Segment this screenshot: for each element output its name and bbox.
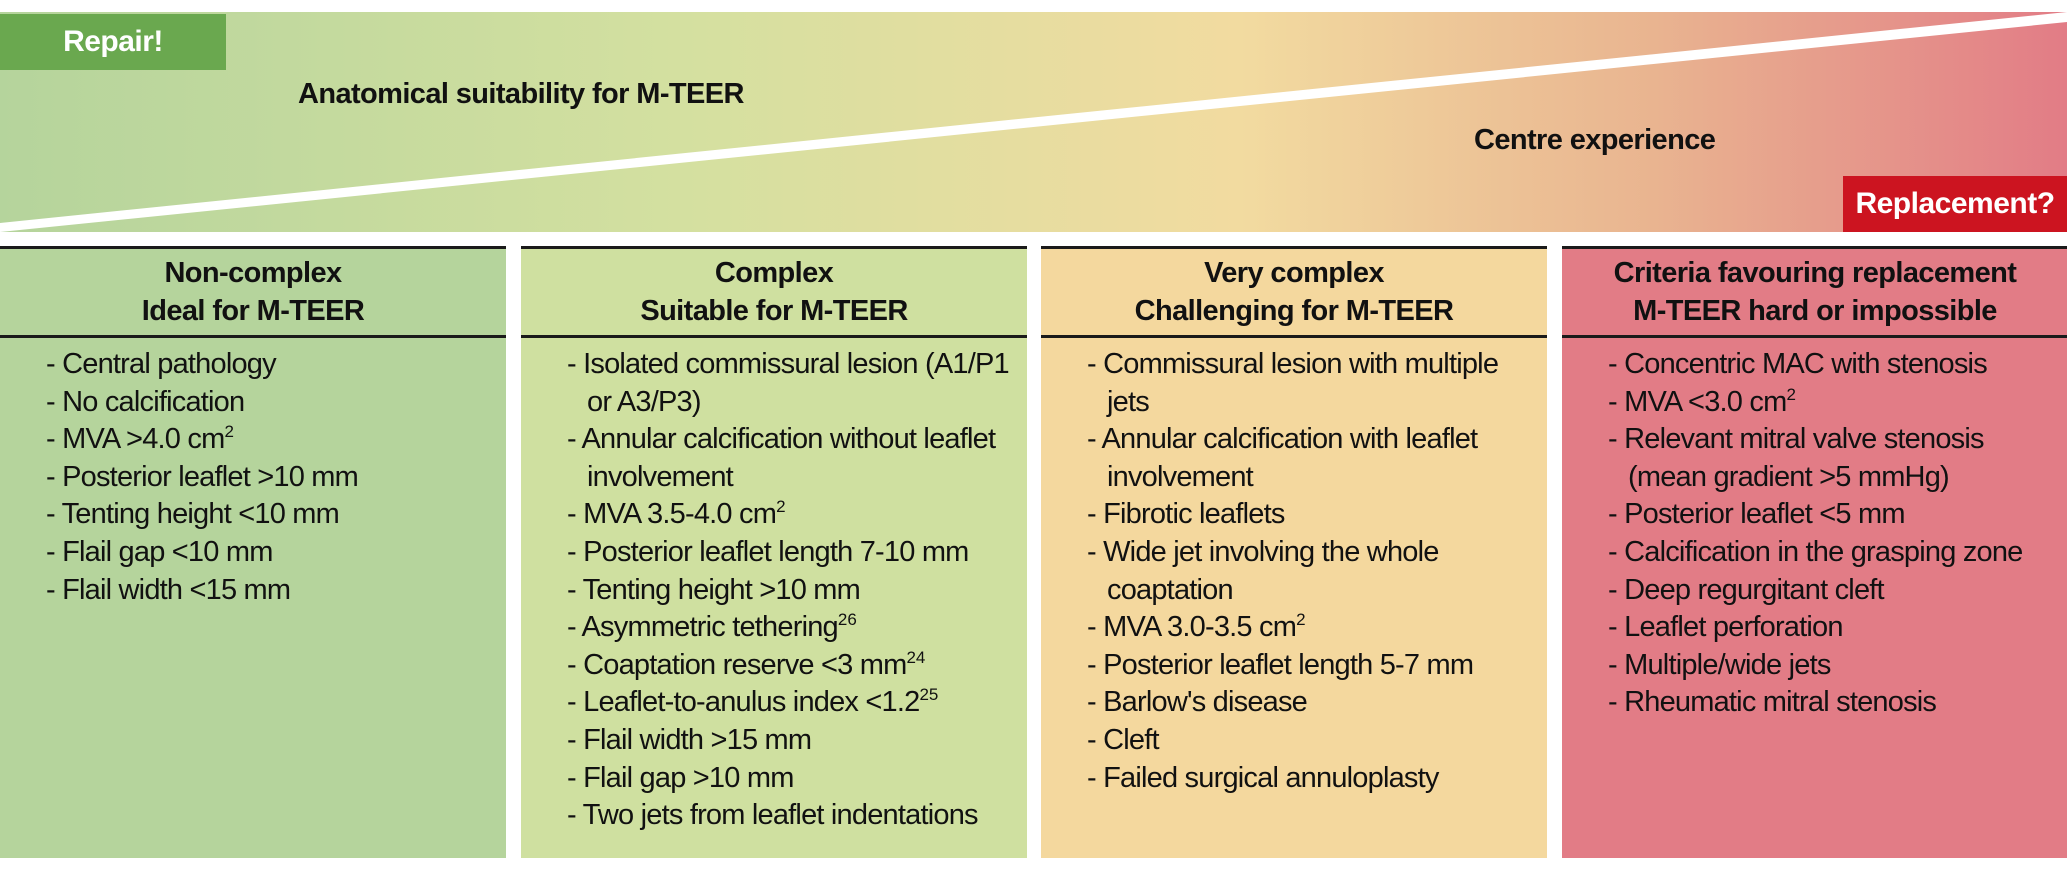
criteria-item: - Flail gap <10 mm [46,535,273,568]
superscript: 26 [837,610,857,630]
superscript: 2 [776,497,786,517]
centre-experience-label: Centre experience [1474,124,1716,156]
criteria-item: - Rheumatic mitral stenosis [1608,686,1937,719]
column-header [0,246,506,338]
criteria-list [1087,346,1537,797]
column-title: Very complex [1204,257,1384,289]
column-subtitle: Challenging for M-TEER [1134,295,1454,327]
superscript: 2 [1786,384,1796,404]
criteria-item: - Flail gap >10 mm [567,761,794,794]
criteria-item: - Posterior leaflet >10 mm [46,460,359,493]
criteria-item: - Barlow's disease [1087,686,1308,719]
criteria-list [46,346,496,609]
criteria-item: - Tenting height <10 mm [46,498,339,531]
criteria-list [1608,346,2058,722]
criteria-item: - Relevant mitral valve stenosis (mean gradient >5 mmHg) [1608,423,1984,493]
column-header [1041,246,1547,338]
criteria-item: - Isolated commissural lesion (A1/P1 or A3/P3) [567,348,1009,418]
repair-badge: Repair! [0,14,226,70]
criteria-item: - Annular calcification with leaflet involvement [1087,423,1478,493]
criteria-item: - Leaflet-to-anulus index $<1.2^{25}$ [567,685,939,719]
criteria-item: - Calcification in the grasping zone [1608,535,2023,568]
criteria-item: - Deep regurgitant cleft [1608,573,1884,606]
criteria-item: - Asymmetric tethering$^{26}$ [567,610,857,644]
criteria-item: - Posterior leaflet length 5-7 mm [1087,648,1474,681]
criteria-item: - Flail width >15 mm [567,723,812,756]
superscript: 24 [906,647,926,667]
criteria-item: - Central pathology [46,348,276,380]
criteria-item: - No calcification [46,385,245,418]
criteria-item: - Leaflet perforation [1608,611,1843,644]
criteria-item: - MVA 3.0-3.5 $cm^2$ [1087,610,1306,644]
criteria-item: - MVA 3.5-4.0 $cm^2$ [567,497,786,531]
criteria-item: - Posterior leaflet length 7-10 mm [567,535,969,568]
replacement-badge: Replacement? [1843,176,2067,232]
criteria-item: - Cleft [1087,723,1159,756]
criteria-item: - Commissural lesion with multiple jets [1087,348,1499,418]
column-favouring-replacement [1562,246,2067,858]
column-title: Complex [714,257,834,289]
column-header [1562,246,2067,338]
column-header [521,246,1027,338]
column-very-complex [1041,246,1547,858]
criteria-item: - Coaptation reserve <3 $mm^{24}$ [567,647,926,681]
criteria-item: - Annular calcification without leaflet involvement [567,423,996,493]
column-non-complex [0,246,506,858]
criteria-item: - MVA >4.0 $cm^2$ [46,422,234,456]
criteria-item: - Tenting height >10 mm [567,573,860,606]
criteria-item: - Two jets from leaflet indentations [567,799,978,832]
column-title: Non-complex [164,257,342,289]
superscript: 2 [224,422,234,442]
criteria-item: - Wide jet involving the whole coaptation [1087,535,1439,606]
criteria-item: - Flail width <15 mm [46,573,291,606]
column-subtitle: Ideal for M-TEER [141,295,365,327]
criteria-list [567,346,1017,835]
column-subtitle: M-TEER hard or impossible [1633,295,1997,327]
column-subtitle: Suitable for M-TEER [640,295,908,327]
criteria-item: - Posterior leaflet <5 mm [1608,498,1905,531]
criteria-item: - Concentric MAC with stenosis [1608,348,1987,380]
criteria-item: - MVA <3.0 $cm^2$ [1608,384,1796,418]
column-complex [521,246,1027,858]
criteria-item: - Failed surgical annuloplasty [1087,761,1439,794]
superscript: 2 [1296,610,1306,630]
anatomical-suitability-label: Anatomical suitability for M-TEER [298,78,744,110]
criteria-item: - Multiple/wide jets [1608,648,1831,681]
superscript: 25 [919,685,939,705]
suitability-experience-banner [0,0,2067,245]
column-title: Criteria favouring replacement [1613,257,2017,289]
criteria-item: - Fibrotic leaflets [1087,498,1285,531]
